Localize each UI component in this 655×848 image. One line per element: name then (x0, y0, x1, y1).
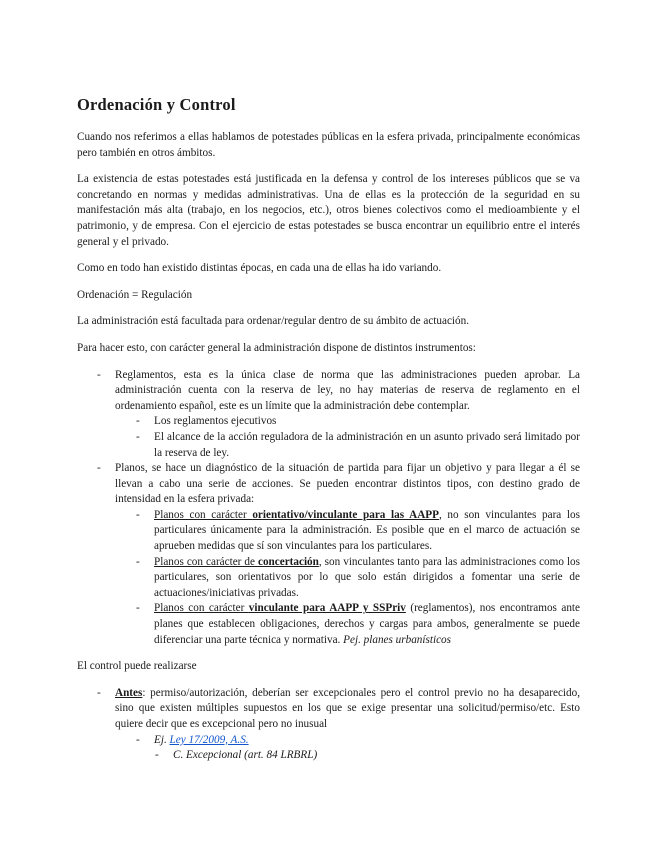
paragraph-definition: Ordenación = Regulación (77, 288, 193, 301)
list-item-planes-concertacion (77, 555, 580, 602)
list-item-reglamentos-alcance (77, 430, 580, 461)
bullet-dash: - (155, 749, 159, 762)
planes-b-rest: , son vinculantes tanto para las administraciones como los particulares, son orientativos por lo que solo están dirigidos a fomentar una serie de actuaciones/iniciativas privadas. (154, 555, 580, 599)
paragraph-intro: Cuando nos referimos a ellas hablamos de potestades públicas en la esfera privada, principalmente económicas pero también en otros ámbitos. (77, 131, 580, 159)
paragraph-epochs: Como en todo han existido distintas épocas, en cada una de ellas ha ido variando. (77, 262, 442, 275)
reglamentos-sub2-text: El alcance de la acción reguladora de la administración en un asunto privado será limitado por la reserva de ley. (154, 430, 580, 459)
paragraph-instruments: Para hacer esto, con carácter general la administración dispone de distintos instrumentos: (77, 341, 476, 354)
list-item-antes (77, 686, 580, 733)
list-item-reglamentos-ejecutivos (77, 414, 580, 430)
reglamentos-text: Reglamentos, esta es la única clase de norma que las administraciones pueden aprobar. La administración cuenta con la reserva de ley, no hay materias de reserva de reglamento en el ordenamiento español, este es un límite que la administración debe contemplar. (115, 368, 580, 412)
bullet-dash: - (136, 555, 140, 568)
planes-c-bold: vinculante para AAPP y SSPriv (248, 602, 406, 615)
list-item-planes-vinculante (77, 601, 580, 648)
antes-text: : permiso/autorización, deberían ser excepcionales pero el control previo no ha desaparecido, sino que existen múltiples supuestos en los que se exige presentar una solicitud/permiso/etc. Esto quiere decir que es excepcional pero no inusual (115, 686, 580, 730)
document-body (77, 94, 580, 764)
planes-c-rest: (reglamentos), nos encontramos ante planes que establecen obligaciones, derechos y cargas para ambos, generalmente se puede diferenciar una parte técnica y normativa. (154, 602, 580, 646)
bullet-dash: - (136, 430, 140, 443)
list-item-planes-orientativo (77, 508, 580, 555)
paragraph-faculty: La administración está facultada para ordenar/regular dentro de su ámbito de actuación. (77, 315, 470, 328)
planes-a-bold: orientativo/vinculante para las AAPP (252, 508, 439, 521)
planes-a-rest: , no son vinculantes para los particulares únicamente para la administración. Es posible que en el marco de actuación se aprueben medidas que sí son vinculantes para los particulares. (154, 508, 580, 553)
planes-b-prefix: Planos con carácter de (154, 555, 258, 568)
paragraph-justification: La existencia de estas potestades está justificada en la defensa y control de los intereses públicos que se va concretando en normas y medidas administrativas. Una de ellas es la protección de la seguridad en su manifestación más alta (trabajo, en los negocios, etc.), otros bienes colectivos como el medioambiente y el patrimonio, y de empresa. Con el ejercicio de estas potestades se busca encontrar un equilibrio entre el interés general y el privado. (77, 173, 580, 248)
list-item-antes-example (77, 733, 580, 749)
antes-label: Antes (115, 686, 143, 699)
planes-a-prefix: Planos con carácter (154, 508, 253, 521)
list-item-reglamentos (77, 368, 580, 415)
bullet-dash: - (136, 415, 140, 428)
planes-text: Planos, se hace un diagnóstico de la situación de partida para fijar un objetivo y para llegar a él se llevan a cabo una serie de acciones. Se pueden encontrar distintos tipos, con destino grado de intensidad en la esfera privada: (115, 462, 580, 506)
antes-exc-text: C. Excepcional (art. 84 LRBRL) (173, 749, 318, 762)
antes-ej-prefix: Ej. (154, 733, 170, 746)
bullet-dash: - (136, 508, 140, 521)
paragraph-control: El control puede realizarse (77, 660, 197, 673)
bullet-dash: - (97, 686, 101, 699)
list-item-planes (77, 461, 580, 508)
planes-c-prefix: Planos con carácter (154, 602, 249, 615)
bullet-dash: - (136, 602, 140, 615)
list-item-antes-excepcional (77, 748, 580, 764)
planes-c-example: Pej. planes urbanísticos (343, 633, 451, 646)
bullet-dash: - (97, 368, 101, 381)
ley-link[interactable]: Ley 17/2009, A.S. (169, 733, 249, 746)
page-title: Ordenación y Control (77, 95, 236, 114)
reglamentos-sub1-text: Los reglamentos ejecutivos (154, 415, 277, 428)
bullet-dash: - (97, 462, 101, 475)
bullet-dash: - (136, 733, 140, 746)
planes-b-bold: concertación (257, 555, 319, 568)
